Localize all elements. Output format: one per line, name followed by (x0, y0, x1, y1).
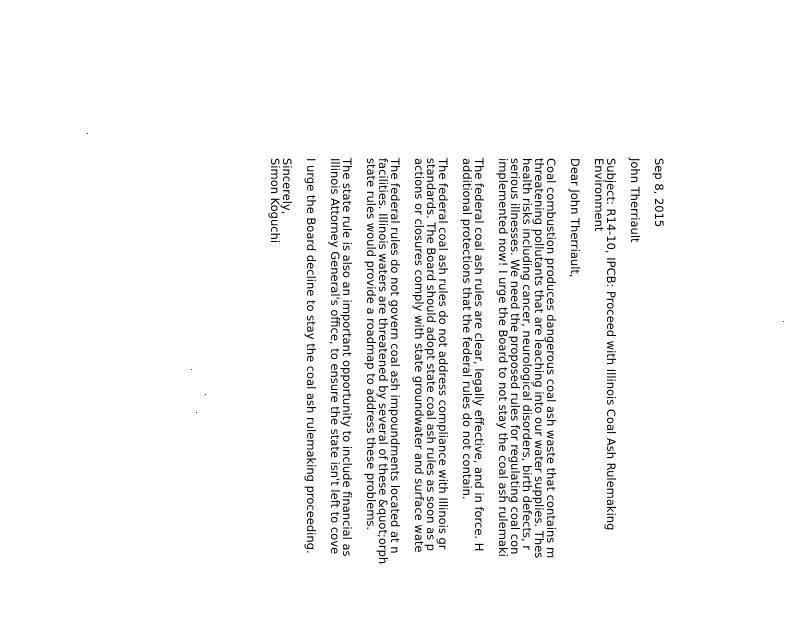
letter-paragraph (461, 158, 485, 618)
letter-paragraph (305, 158, 317, 618)
paragraph-line: I urge the Board decline to stay the coal ash rulemaking proceeding. (304, 158, 318, 554)
paragraph-line: health risks including cancer, neurological disorders, birth defects, r (520, 158, 534, 551)
paragraph-line: Coal combustion produces dangerous coal ash waste that contains m (544, 158, 558, 559)
paragraph-line: state rules would provide a roadmap to address these problems. (364, 158, 378, 531)
scan-speck (196, 412, 197, 413)
paragraph-line: actions or closures comply with state groundwater and surface wate (412, 158, 426, 553)
paragraph-line: additional protections that the federal rules do not contain. (460, 158, 474, 500)
letter-closing: Sincerely, (280, 158, 294, 215)
scan-speck (205, 394, 206, 395)
letter-signature: Simon Koguchi (268, 158, 282, 244)
letter-paragraph (329, 158, 353, 618)
paragraph-line: The state rule is also an important opportunity to include financial as (340, 158, 354, 557)
paragraph-line: The federal coal ash rules do not address compliance with Illinois gr (436, 158, 450, 550)
scan-speck (783, 321, 784, 322)
letter-paragraph (497, 158, 557, 618)
letter-paragraph (365, 158, 401, 618)
letter-recipient: John Therriault (628, 158, 642, 243)
letter-subject-line: Environment (592, 158, 606, 232)
paragraph-line: standards. The Board should adopt state coal ash rules as soon as p (424, 158, 438, 552)
paragraph-line: implemented now! I urge the Board to not stay the coal ash rulemaki (496, 158, 510, 557)
paragraph-line: facilities. Illinois waters are threatened by several of these &quot;orph (376, 158, 390, 565)
paragraph-line: The federal coal ash rules are clear, legally effective, and in force. H (472, 158, 486, 552)
rotated-letter (265, 158, 665, 618)
scan-speck (87, 133, 88, 134)
paragraph-line: Illinois Attorney General's office, to ensure the state isn't left to cove (328, 158, 342, 555)
scan-speck (191, 369, 192, 370)
letter-subject-line: Subject: R14-10, IPCB: Proceed with Illinois Coal Ash Rulemaking (604, 158, 618, 531)
paragraph-line: threatening pollutants that are leaching into our water supplies. Thes (532, 158, 546, 559)
letter-date: Sep 8, 2015 (652, 158, 666, 228)
paragraph-line: serious illnesses. We need the proposed rules for regulating coal con (508, 158, 522, 555)
paragraph-line: The federal rules do not govern coal ash impoundments located at n (388, 158, 402, 554)
letter-paragraph (413, 158, 449, 618)
letter-salutation: Dear John Therriault, (568, 158, 582, 278)
